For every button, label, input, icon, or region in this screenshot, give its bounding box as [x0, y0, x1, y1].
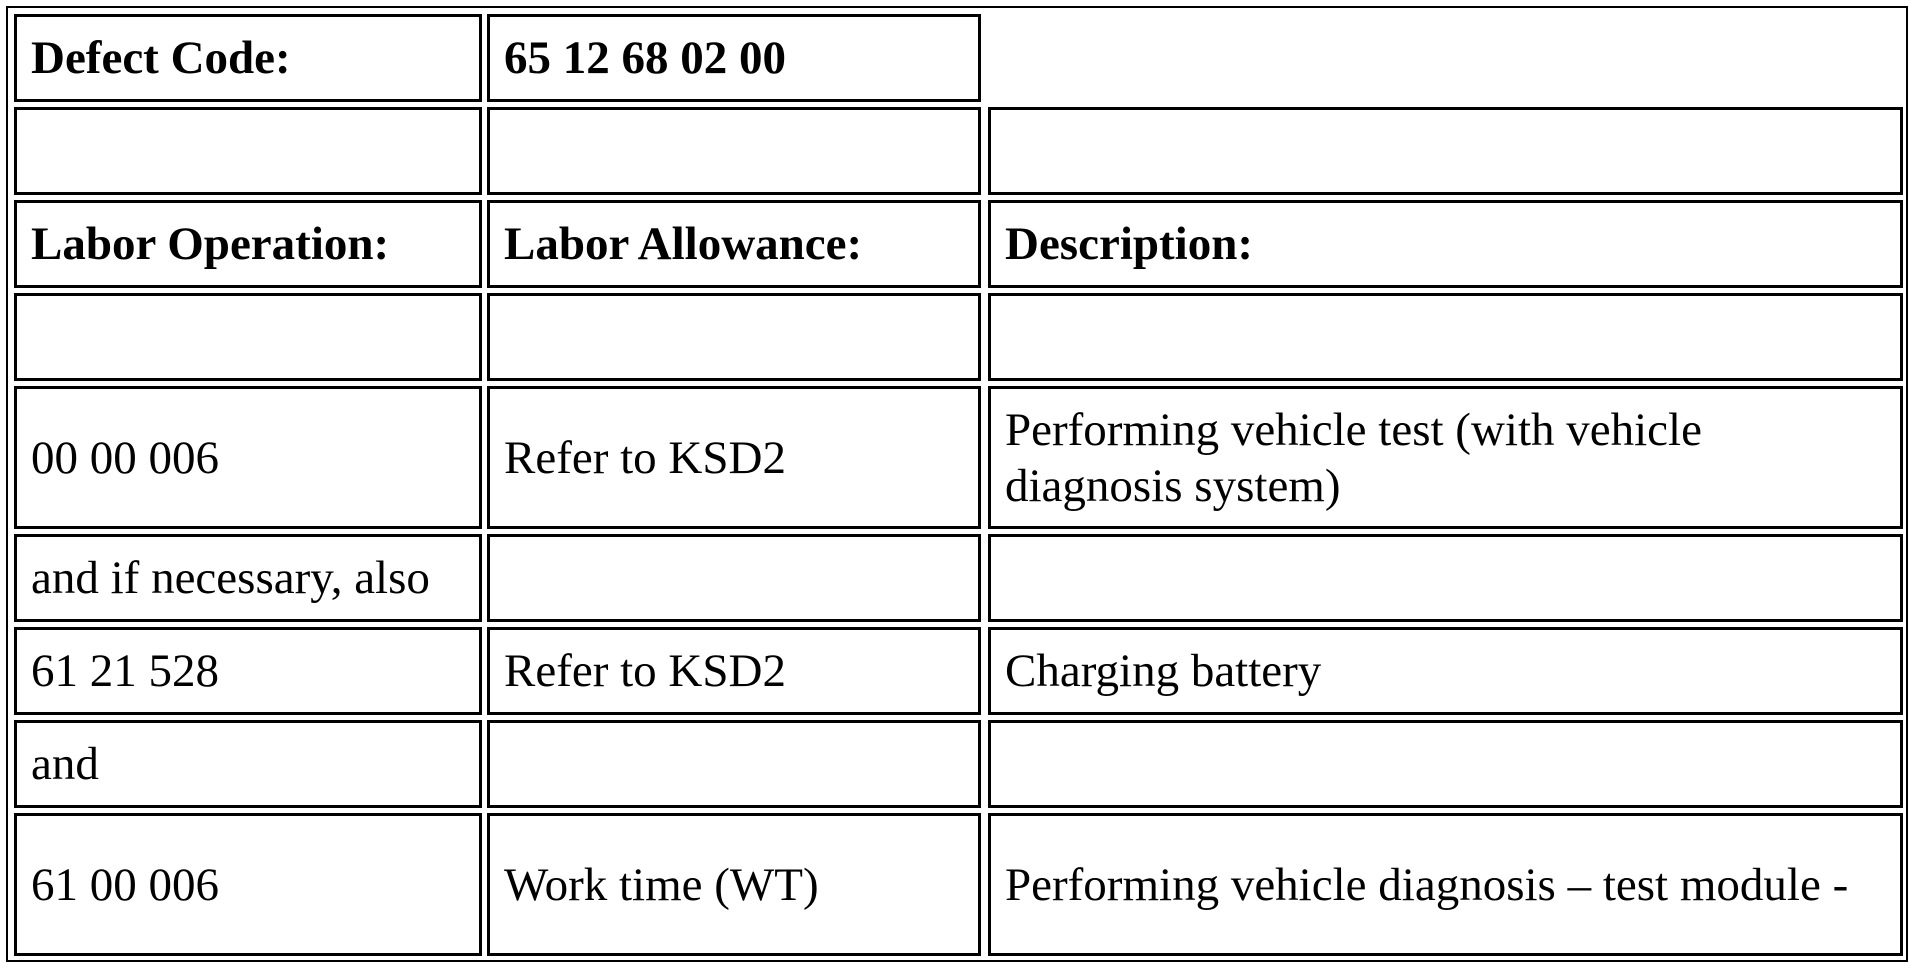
empty-cell: [487, 107, 981, 195]
table-row-allowance: [487, 720, 981, 808]
empty-cell: [988, 293, 1903, 381]
empty-cell: [14, 107, 482, 195]
table-row-description: Performing vehicle test (with vehicle diagnosis system): [988, 386, 1903, 529]
table-row-description: Performing vehicle diagnosis – test module -: [988, 813, 1903, 956]
defect-code-label: Defect Code:: [14, 14, 482, 102]
table-row-operation: 61 00 006: [14, 813, 482, 956]
table-row-description: [988, 534, 1903, 622]
header-labor-operation: Labor Operation:: [14, 200, 482, 288]
table-row-operation: 61 21 528: [14, 627, 482, 715]
header-labor-allowance: Labor Allowance:: [487, 200, 981, 288]
table-row-allowance: Refer to KSD2: [487, 386, 981, 529]
table-row-operation: and if necessary, also: [14, 534, 482, 622]
table-row-description: Charging battery: [988, 627, 1903, 715]
table-row-operation: and: [14, 720, 482, 808]
table-row-allowance: Work time (WT): [487, 813, 981, 956]
defect-code-value: 65 12 68 02 00: [487, 14, 981, 102]
empty-cell: [487, 293, 981, 381]
empty-cell: [14, 293, 482, 381]
table-row-description: [988, 720, 1903, 808]
empty-cell: [988, 107, 1903, 195]
header-description: Description:: [988, 200, 1903, 288]
table-row-allowance: [487, 534, 981, 622]
table-row-operation: 00 00 006: [14, 386, 482, 529]
table-row-allowance: Refer to KSD2: [487, 627, 981, 715]
